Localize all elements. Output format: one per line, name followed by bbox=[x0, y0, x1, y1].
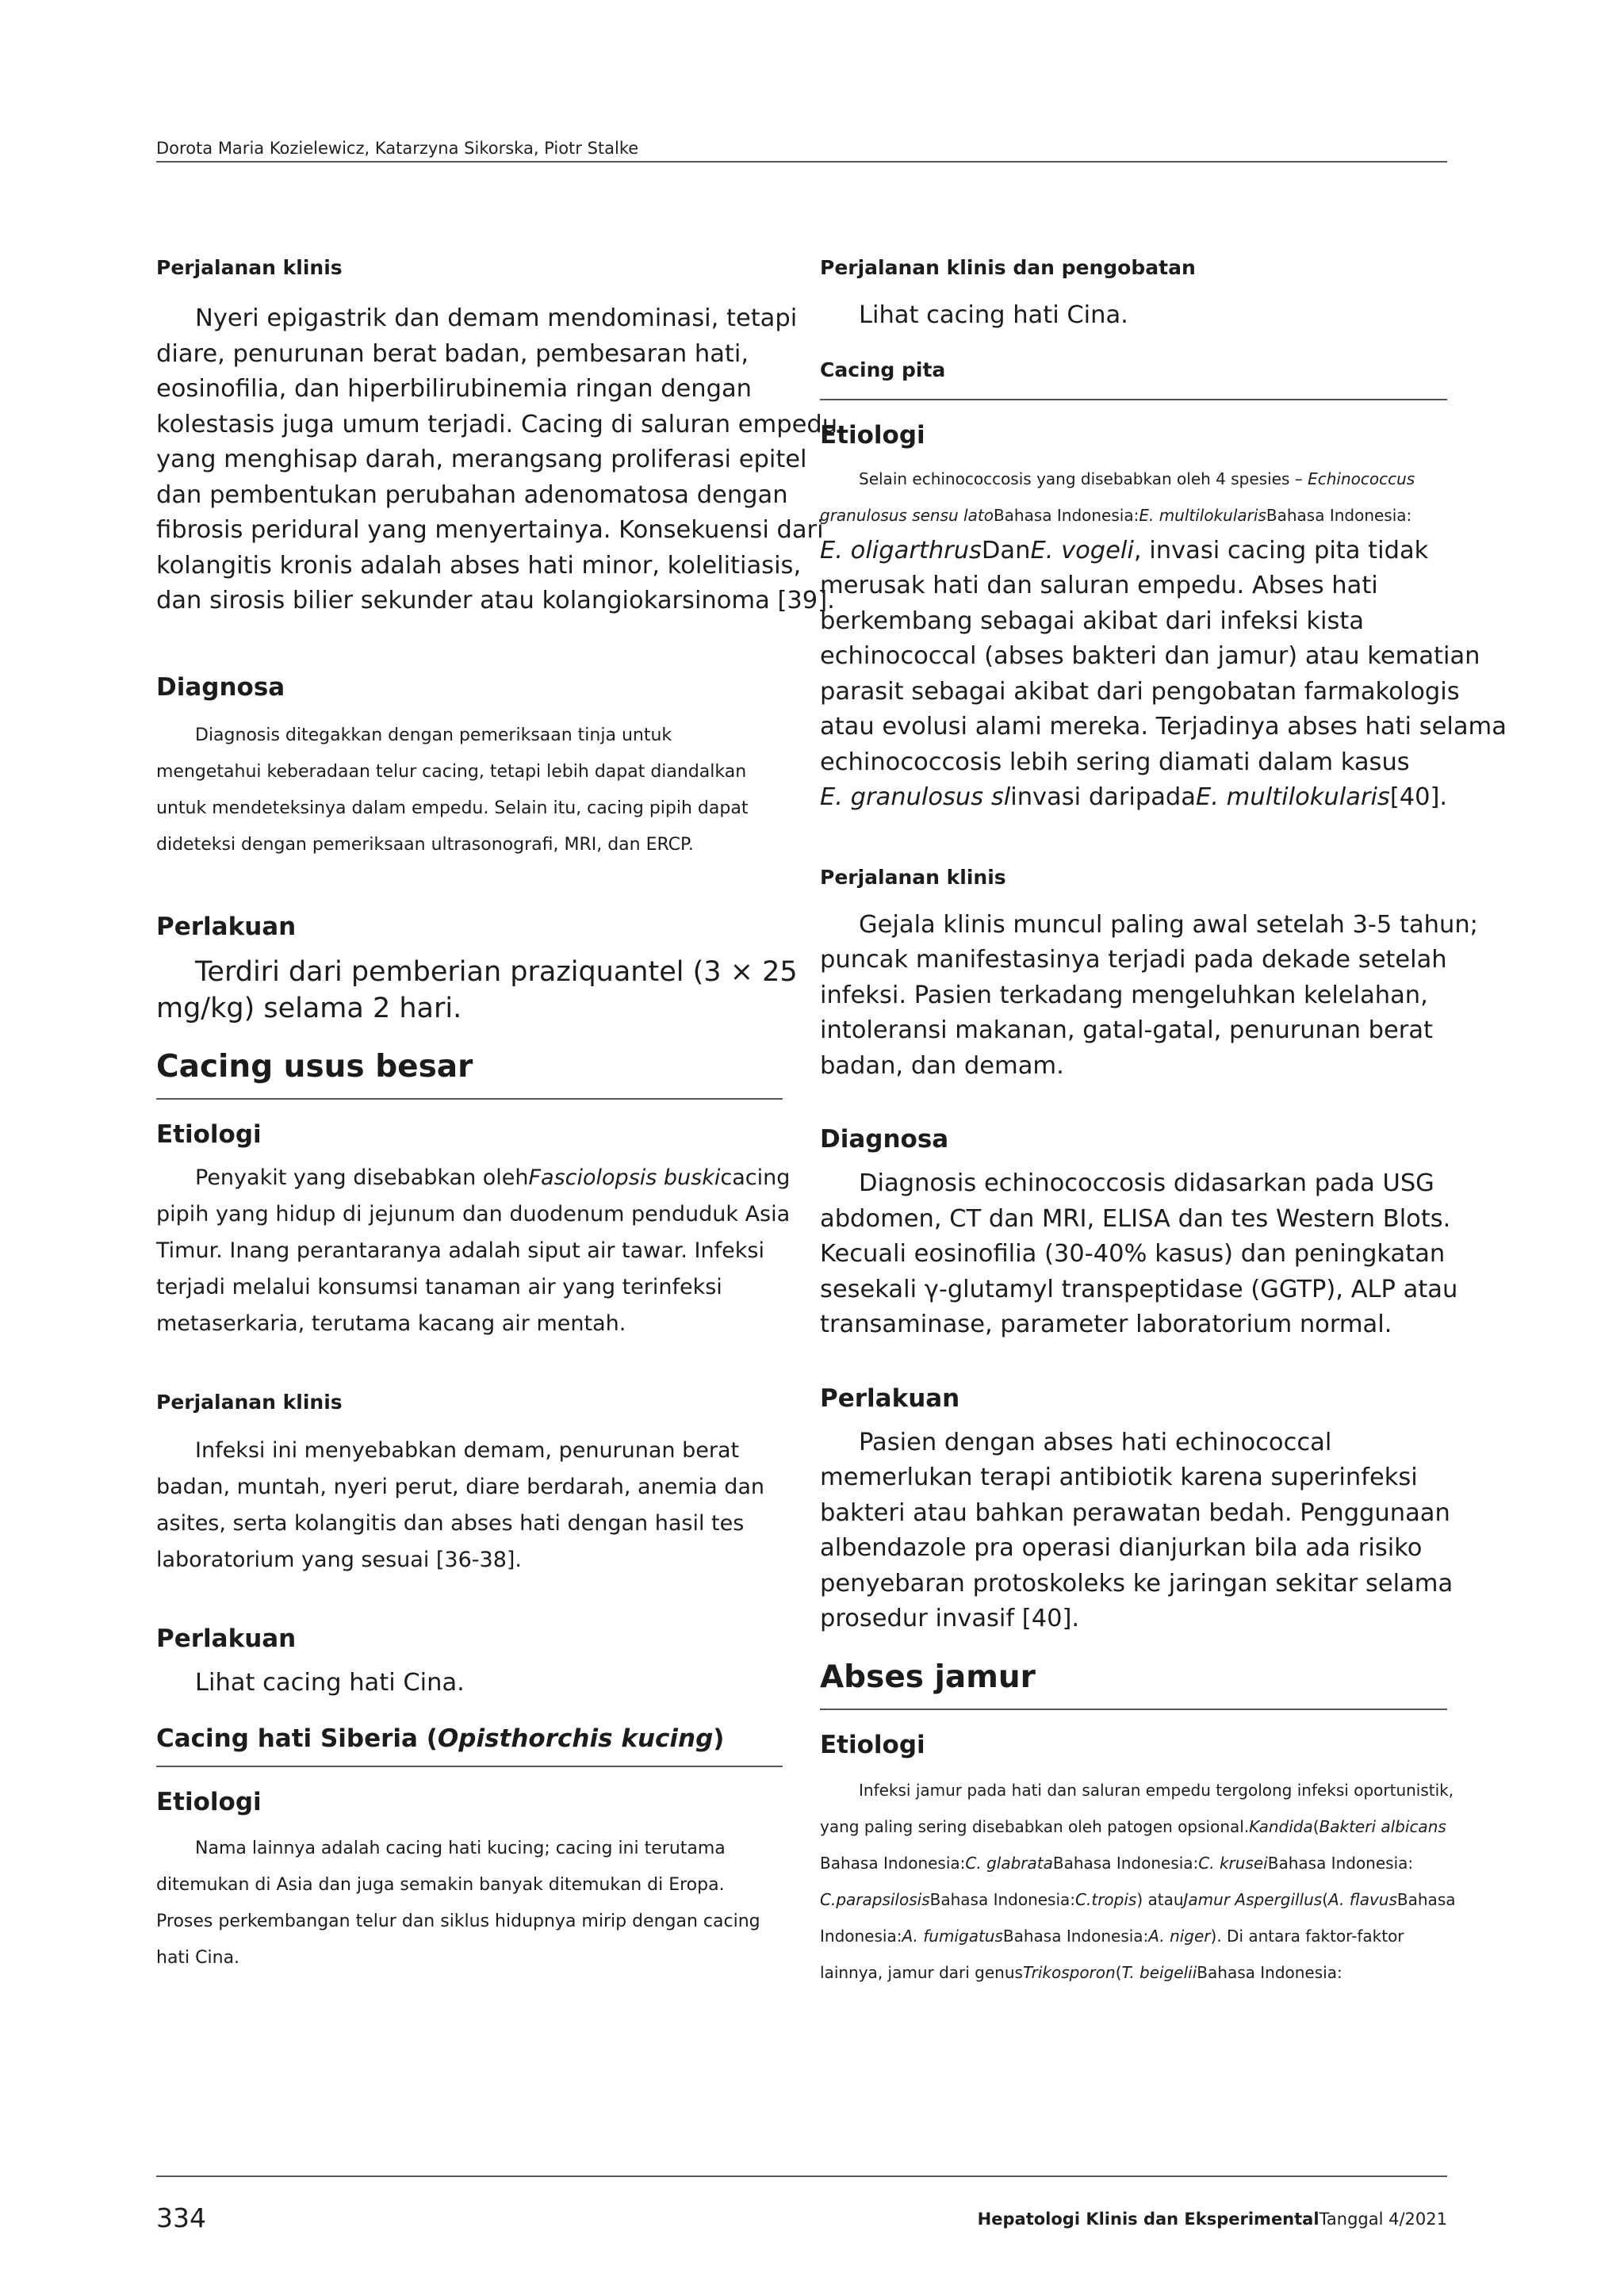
section-heading: Etiologi bbox=[820, 420, 925, 450]
text-line: infeksi. Pasien terkadang mengeluhkan kelelahan, bbox=[820, 981, 1428, 1009]
text-line: abdomen, CT dan MRI, ELISA dan tes Western Blots. bbox=[820, 1204, 1451, 1233]
text-line: Timur. Inang perantaranya adalah siput air tawar. Infeksi bbox=[156, 1238, 764, 1263]
text-line: mengetahui keberadaan telur cacing, tetapi lebih dapat diandalkan bbox=[156, 761, 747, 782]
text-line: dan sirosis bilier sekunder atau kolangiokarsinoma [39]. bbox=[156, 587, 835, 614]
text-line: laboratorium yang sesuai [36-38]. bbox=[156, 1547, 523, 1572]
header-rule bbox=[156, 161, 1447, 163]
text-line: Diagnosis ditegakkan dengan pemeriksaan tinja untuk bbox=[195, 725, 672, 745]
text-line: puncak manifestasinya terjadi pada dekade setelah bbox=[820, 946, 1447, 974]
text-line: untuk mendeteksinya dalam empedu. Selain itu, cacing pipih dapat bbox=[156, 798, 749, 818]
text-line: dideteksi dengan pemeriksaan ultrasonografi, MRI, dan ERCP. bbox=[156, 834, 694, 855]
text-line: E. oligarthrusDanE. vogeli, invasi cacing pita tidak bbox=[820, 536, 1429, 564]
paragraph bbox=[820, 1166, 1458, 1343]
text-line: terjadi melalui konsumsi tanaman air yang terinfeksi bbox=[156, 1274, 722, 1299]
text-line: Diagnosis echinococcosis didasarkan pada USG bbox=[859, 1169, 1434, 1197]
text-line: Nama lainnya adalah cacing hati kucing; cacing ini terutama bbox=[195, 1839, 726, 1858]
text-line: kolestasis juga umum terjadi. Cacing di saluran empedu, bbox=[156, 410, 845, 438]
paragraph bbox=[156, 1433, 783, 1578]
section-heading: Perlakuan bbox=[820, 1383, 960, 1413]
text-line: Lihat cacing hati Cina. bbox=[195, 1668, 465, 1697]
text-line: Kecuali eosinofilia (30-40% kasus) dan peningkatan bbox=[820, 1240, 1446, 1268]
section-heading: Perjalanan klinis dan pengobatan bbox=[820, 256, 1196, 279]
text-line: Lihat cacing hati Cina. bbox=[859, 301, 1128, 329]
text-line: berkembang sebagai akibat dari infeksi kista bbox=[820, 607, 1365, 635]
section-heading: Perlakuan bbox=[156, 1624, 297, 1653]
text-line: mg/kg) selama 2 hari. bbox=[156, 992, 462, 1024]
text-line: kolangitis kronis adalah abses hati minor, kolelitiasis, bbox=[156, 551, 802, 580]
section-heading: Perjalanan klinis bbox=[156, 256, 343, 279]
section-heading: Cacing usus besar bbox=[156, 1048, 473, 1085]
footer-rule bbox=[156, 2175, 1447, 2177]
paragraph bbox=[820, 1425, 1454, 1637]
paragraph bbox=[820, 1772, 1456, 1991]
section-heading: Perjalanan klinis bbox=[820, 865, 1006, 889]
text-line: sesekali γ-glutamyl transpeptidase (GGTP), ALP atau bbox=[820, 1275, 1458, 1303]
section-heading: Etiologi bbox=[156, 1788, 262, 1816]
text-line: prosedur invasif [40]. bbox=[820, 1605, 1080, 1632]
text-line: albendazole pra operasi dianjurkan bila ada risiko bbox=[820, 1534, 1423, 1562]
text-line: badan, muntah, nyeri perut, diare berdarah, anemia dan bbox=[156, 1474, 765, 1499]
text-line: Indonesia:A. fumigatusBahasa Indonesia:A. niger). Di antara faktor-faktor bbox=[820, 1926, 1404, 1946]
section-heading: Diagnosa bbox=[156, 672, 285, 702]
paragraph bbox=[820, 461, 1447, 534]
text-line: merusak hati dan saluran empedu. Abses hati bbox=[820, 572, 1378, 599]
text-line: Gejala klinis muncul paling awal setelah 3-5 tahun; bbox=[859, 910, 1478, 939]
text-line: bakteri atau bahkan perawatan bedah. Penggunaan bbox=[820, 1498, 1450, 1527]
text-line: C.parapsilosisBahasa Indonesia:C.tropis) atauJamur Aspergillus(A. flavusBahasa bbox=[820, 1889, 1456, 1909]
journal-issue: Tanggal 4/2021 bbox=[1319, 2210, 1447, 2229]
text-line: lainnya, jamur dari genusTrikosporon(T. beigeliiBahasa Indonesia: bbox=[820, 1962, 1342, 1982]
text-line: granulosus sensu latoBahasa Indonesia:E. multilokularisBahasa Indonesia: bbox=[820, 505, 1412, 525]
text-line: Selain echinococcosis yang disebabkan oleh 4 spesies – Echinococcus bbox=[859, 469, 1415, 488]
paragraph bbox=[156, 1160, 791, 1342]
text-line: intoleransi makanan, gatal-gatal, penurunan berat bbox=[820, 1016, 1433, 1044]
section-heading: Cacing hati Siberia (Opisthorchis kucing) bbox=[156, 1724, 725, 1753]
text-line: Proses perkembangan telur dan siklus hidupnya mirip dengan cacing bbox=[156, 1911, 760, 1931]
text-line: hati Cina. bbox=[156, 1948, 240, 1968]
text-line: yang menghisap darah, merangsang proliferasi epitel bbox=[156, 446, 807, 473]
page-number: 334 bbox=[156, 2202, 206, 2233]
text-line: atau evolusi alami mereka. Terjadinya abses hati selama bbox=[820, 713, 1507, 740]
text-line: diare, penurunan berat badan, pembesaran hati, bbox=[156, 339, 749, 368]
text-line: Bahasa Indonesia:C. glabrataBahasa Indonesia:C. kruseiBahasa Indonesia: bbox=[820, 1853, 1414, 1873]
text-line: fibrosis peridural yang menyertainya. Konsekuensi dari bbox=[156, 516, 824, 544]
text-line: E. granulosus slinvasi daripadaE. multilokularis[40]. bbox=[820, 783, 1448, 811]
text-line: echinococcal (abses bakteri dan jamur) atau kematian bbox=[820, 642, 1480, 670]
section-heading: Etiologi bbox=[156, 1119, 262, 1149]
paragraph bbox=[820, 908, 1478, 1085]
paragraph bbox=[156, 954, 798, 1027]
journal-title: Hepatologi Klinis dan Eksperimental bbox=[977, 2210, 1320, 2229]
text-line: badan, dan demam. bbox=[820, 1051, 1064, 1080]
running-head-authors: Dorota Maria Kozielewicz, Katarzyna Sikorska, Piotr Stalke bbox=[156, 139, 639, 158]
paragraph bbox=[156, 301, 845, 619]
text-line: Infeksi jamur pada hati dan saluran empedu tergolong infeksi oportunistik, bbox=[859, 1780, 1454, 1800]
text-line: Nyeri epigastrik dan demam mendominasi, tetapi bbox=[195, 304, 798, 332]
paragraph bbox=[156, 718, 783, 863]
text-line: Pasien dengan abses hati echinococcal bbox=[859, 1428, 1332, 1456]
section-heading: Perjalanan klinis bbox=[156, 1390, 343, 1414]
text-line: pipih yang hidup di jejunum dan duodenum penduduk Asia bbox=[156, 1201, 791, 1226]
paragraph bbox=[820, 298, 1447, 334]
text-line: yang paling sering disebabkan oleh patogen opsional.Kandida(Bakteri albicans bbox=[820, 1816, 1446, 1836]
paragraph bbox=[820, 534, 1507, 816]
paragraph bbox=[156, 1666, 783, 1701]
right-column bbox=[820, 254, 1507, 1991]
section-heading: Cacing pita bbox=[820, 358, 946, 381]
text-line: transaminase, parameter laboratorium normal. bbox=[820, 1311, 1392, 1338]
text-line: metaserkaria, terutama kacang air mentah. bbox=[156, 1311, 626, 1336]
text-line: asites, serta kolangitis dan abses hati dengan hasil tes bbox=[156, 1510, 745, 1536]
text-line: parasit sebagai akibat dari pengobatan farmakologis bbox=[820, 677, 1460, 706]
left-column bbox=[156, 254, 845, 1976]
paragraph bbox=[156, 1831, 783, 1976]
text-line: eosinofilia, dan hiperbilirubinemia ringan dengan bbox=[156, 375, 752, 403]
section-heading: Etiologi bbox=[820, 1730, 925, 1759]
text-line: ditemukan di Asia dan juga semakin banyak ditemukan di Eropa. bbox=[156, 1875, 725, 1895]
journal-footer bbox=[978, 2207, 1447, 2231]
text-line: Penyakit yang disebabkan olehFasciolopsis buskicacing bbox=[195, 1165, 791, 1190]
section-heading: Perlakuan bbox=[156, 912, 297, 941]
text-line: memerlukan terapi antibiotik karena superinfeksi bbox=[820, 1464, 1418, 1491]
section-heading: Diagnosa bbox=[820, 1125, 949, 1154]
text-line: Infeksi ini menyebabkan demam, penurunan berat bbox=[195, 1437, 740, 1463]
text-line: dan pembentukan perubahan adenomatosa dengan bbox=[156, 480, 788, 509]
text-line: echinococcosis lebih sering diamati dalam kasus bbox=[820, 748, 1410, 776]
text-line: Terdiri dari pemberian praziquantel (3 × 25 bbox=[195, 955, 798, 988]
text-line: penyebaran protoskoleks ke jaringan sekitar selama bbox=[820, 1569, 1454, 1598]
section-heading: Abses jamur bbox=[820, 1659, 1036, 1695]
